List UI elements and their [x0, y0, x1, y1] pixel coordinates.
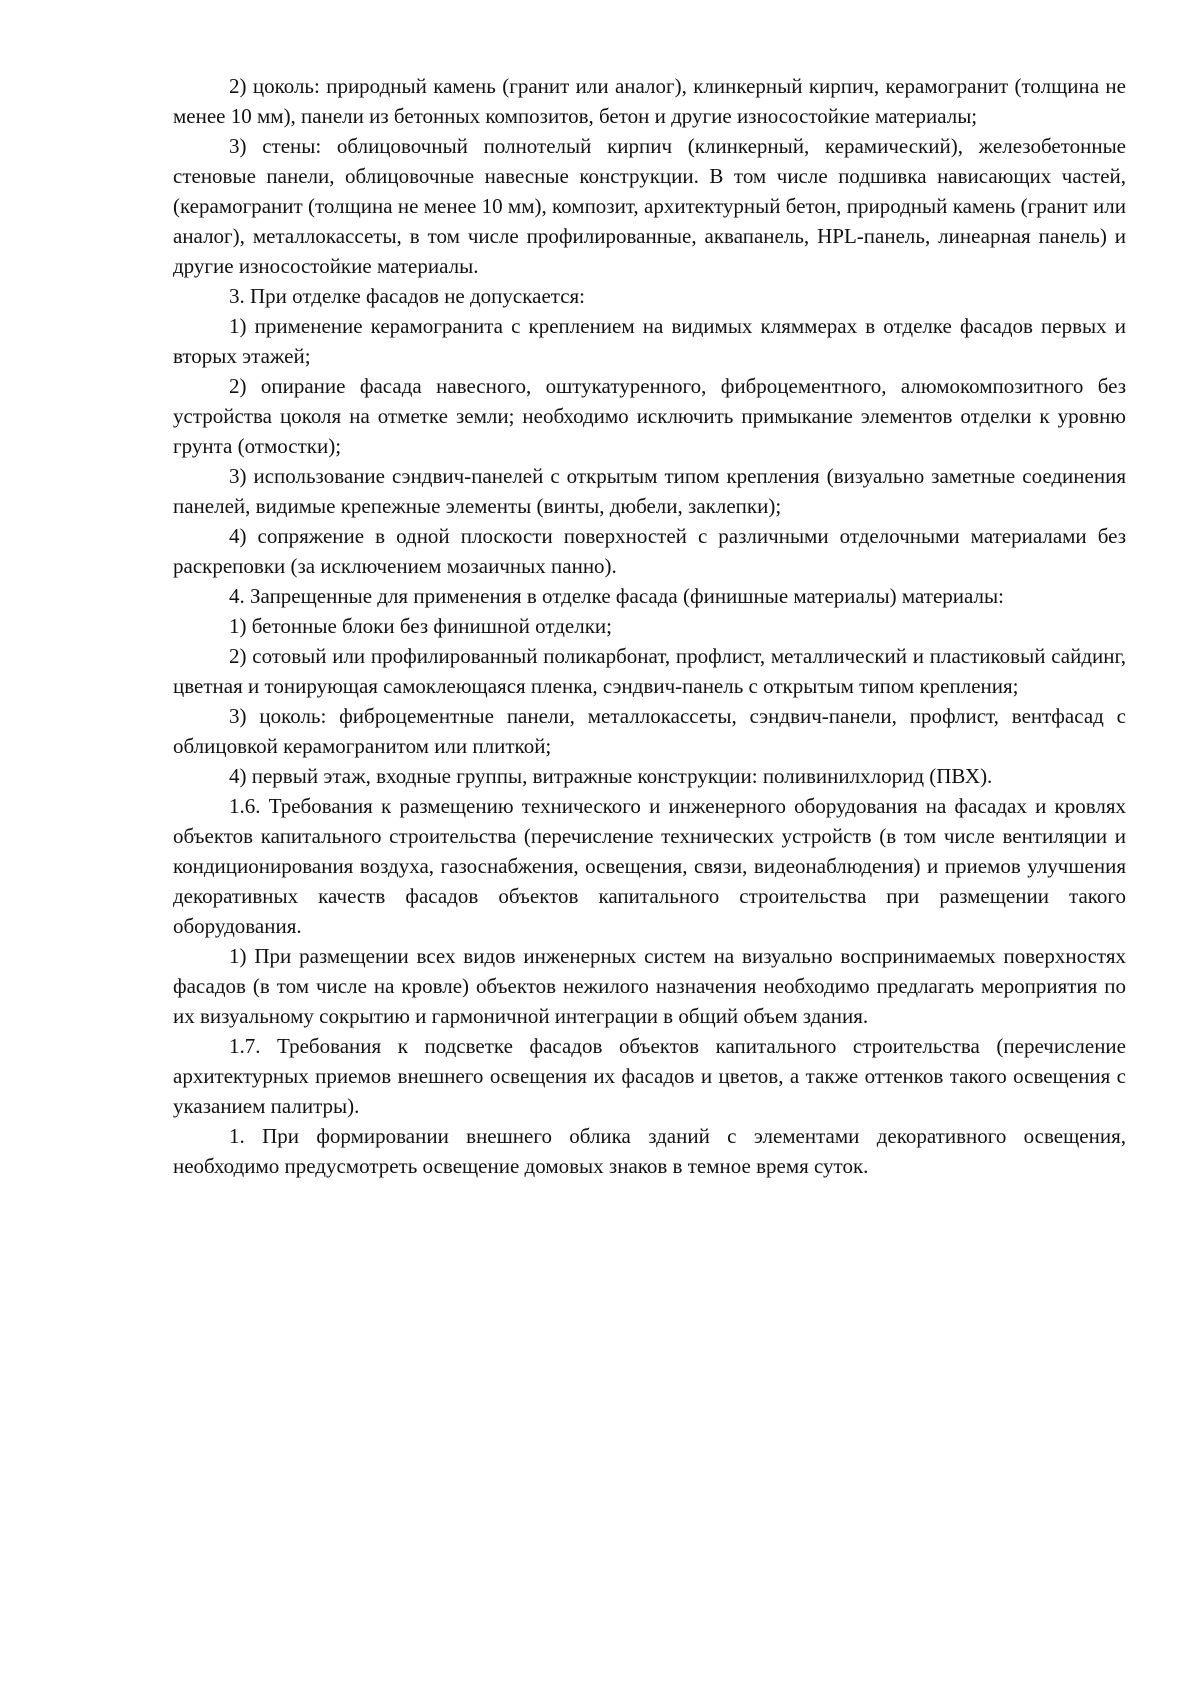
paragraph-prohibited-1: 1) бетонные блоки без финишной отделки; [229, 614, 612, 638]
paragraph-prohibited-heading: 4. Запрещенные для применения в отделке фасада (финишные материалы) материалы: [229, 584, 1004, 608]
paragraph-not-allowed-2: 2) опирание фасада навесного, оштукатуренного, фиброцементного, алюмокомпозитного без устройства цоколя на отметке земли; необходимо исключить примыкание элементов отделки к уровню грунта (отмостки); [173, 374, 1126, 458]
paragraph-not-allowed-3: 3) использование сэндвич-панелей с открытым типом крепления (визуально заметные соединения панелей, видимые крепежные элементы (винты, дюбели, заклепки); [173, 464, 1126, 518]
paragraph-section-1-7: 1.7. Требования к подсветке фасадов объектов капитального строительства (перечисление архитектурных приемов внешнего освещения их фасадов и цветов, а также оттенков такого освещения с указанием палитры). [173, 1034, 1126, 1118]
paragraph-section-1-6: 1.6. Требования к размещению технического и инженерного оборудования на фасадах и кровлях объектов капитального строительства (перечисление технических устройств (в том числе вентиляции и кондиционирования воздуха, газоснабжения, освещения, связи, видеонаблюдения) и приемов улучшения декоративных качеств фасадов объектов капитального строительства при размещении такого оборудования. [173, 794, 1126, 938]
document-page [173, 71, 1126, 1181]
paragraph-prohibited-2: 2) сотовый или профилированный поликарбонат, профлист, металлический и пластиковый сайдинг, цветная и тонирующая самоклеющаяся пленка, сэндвич-панель с открытым типом крепления; [173, 644, 1126, 698]
paragraph-not-allowed-1: 1) применение керамогранита с креплением на видимых кляммерах в отделке фасадов первых и вторых этажей; [173, 314, 1126, 368]
paragraph-facade-not-allowed-heading: 3. При отделке фасадов не допускается: [229, 284, 586, 308]
paragraph-not-allowed-4: 4) сопряжение в одной плоскости поверхностей с различными отделочными материалами без раскреповки (за исключением мозаичных панно). [173, 524, 1126, 578]
paragraph-prohibited-4: 4) первый этаж, входные группы, витражные конструкции: поливинилхлорид (ПВХ). [229, 764, 993, 788]
paragraph-plinth-materials: 2) цоколь: природный камень (гранит или аналог), клинкерный кирпич, керамогранит (толщина не менее 10 мм), панели из бетонных композитов, бетон и другие износостойкие материалы; [173, 74, 1126, 128]
paragraph-prohibited-3: 3) цоколь: фиброцементные панели, металлокассеты, сэндвич-панели, профлист, вентфасад с облицовкой керамогранитом или плиткой; [173, 704, 1126, 758]
paragraph-section-1-7-item-1: 1. При формировании внешнего облика зданий с элементами декоративного освещения, необходимо предусмотреть освещение домовых знаков в темное время суток. [173, 1124, 1126, 1178]
paragraph-section-1-6-item-1: 1) При размещении всех видов инженерных систем на визуально воспринимаемых поверхностях фасадов (в том числе на кровле) объектов нежилого назначения необходимо предлагать мероприятия по их визуальному сокрытию и гармоничной интеграции в общий объем здания. [173, 944, 1126, 1028]
paragraph-wall-materials: 3) стены: облицовочный полнотелый кирпич (клинкерный, керамический), железобетонные стеновые панели, облицовочные навесные конструкции. В том числе подшивка нависающих частей, (керамогранит (толщина не менее 10 мм), композит, архитектурный бетон, природный камень (гранит или аналог), металлокассеты, в том числе профилированные, аквапанель, HPL-панель, линеарная панель) и другие износостойкие материалы. [173, 134, 1126, 278]
